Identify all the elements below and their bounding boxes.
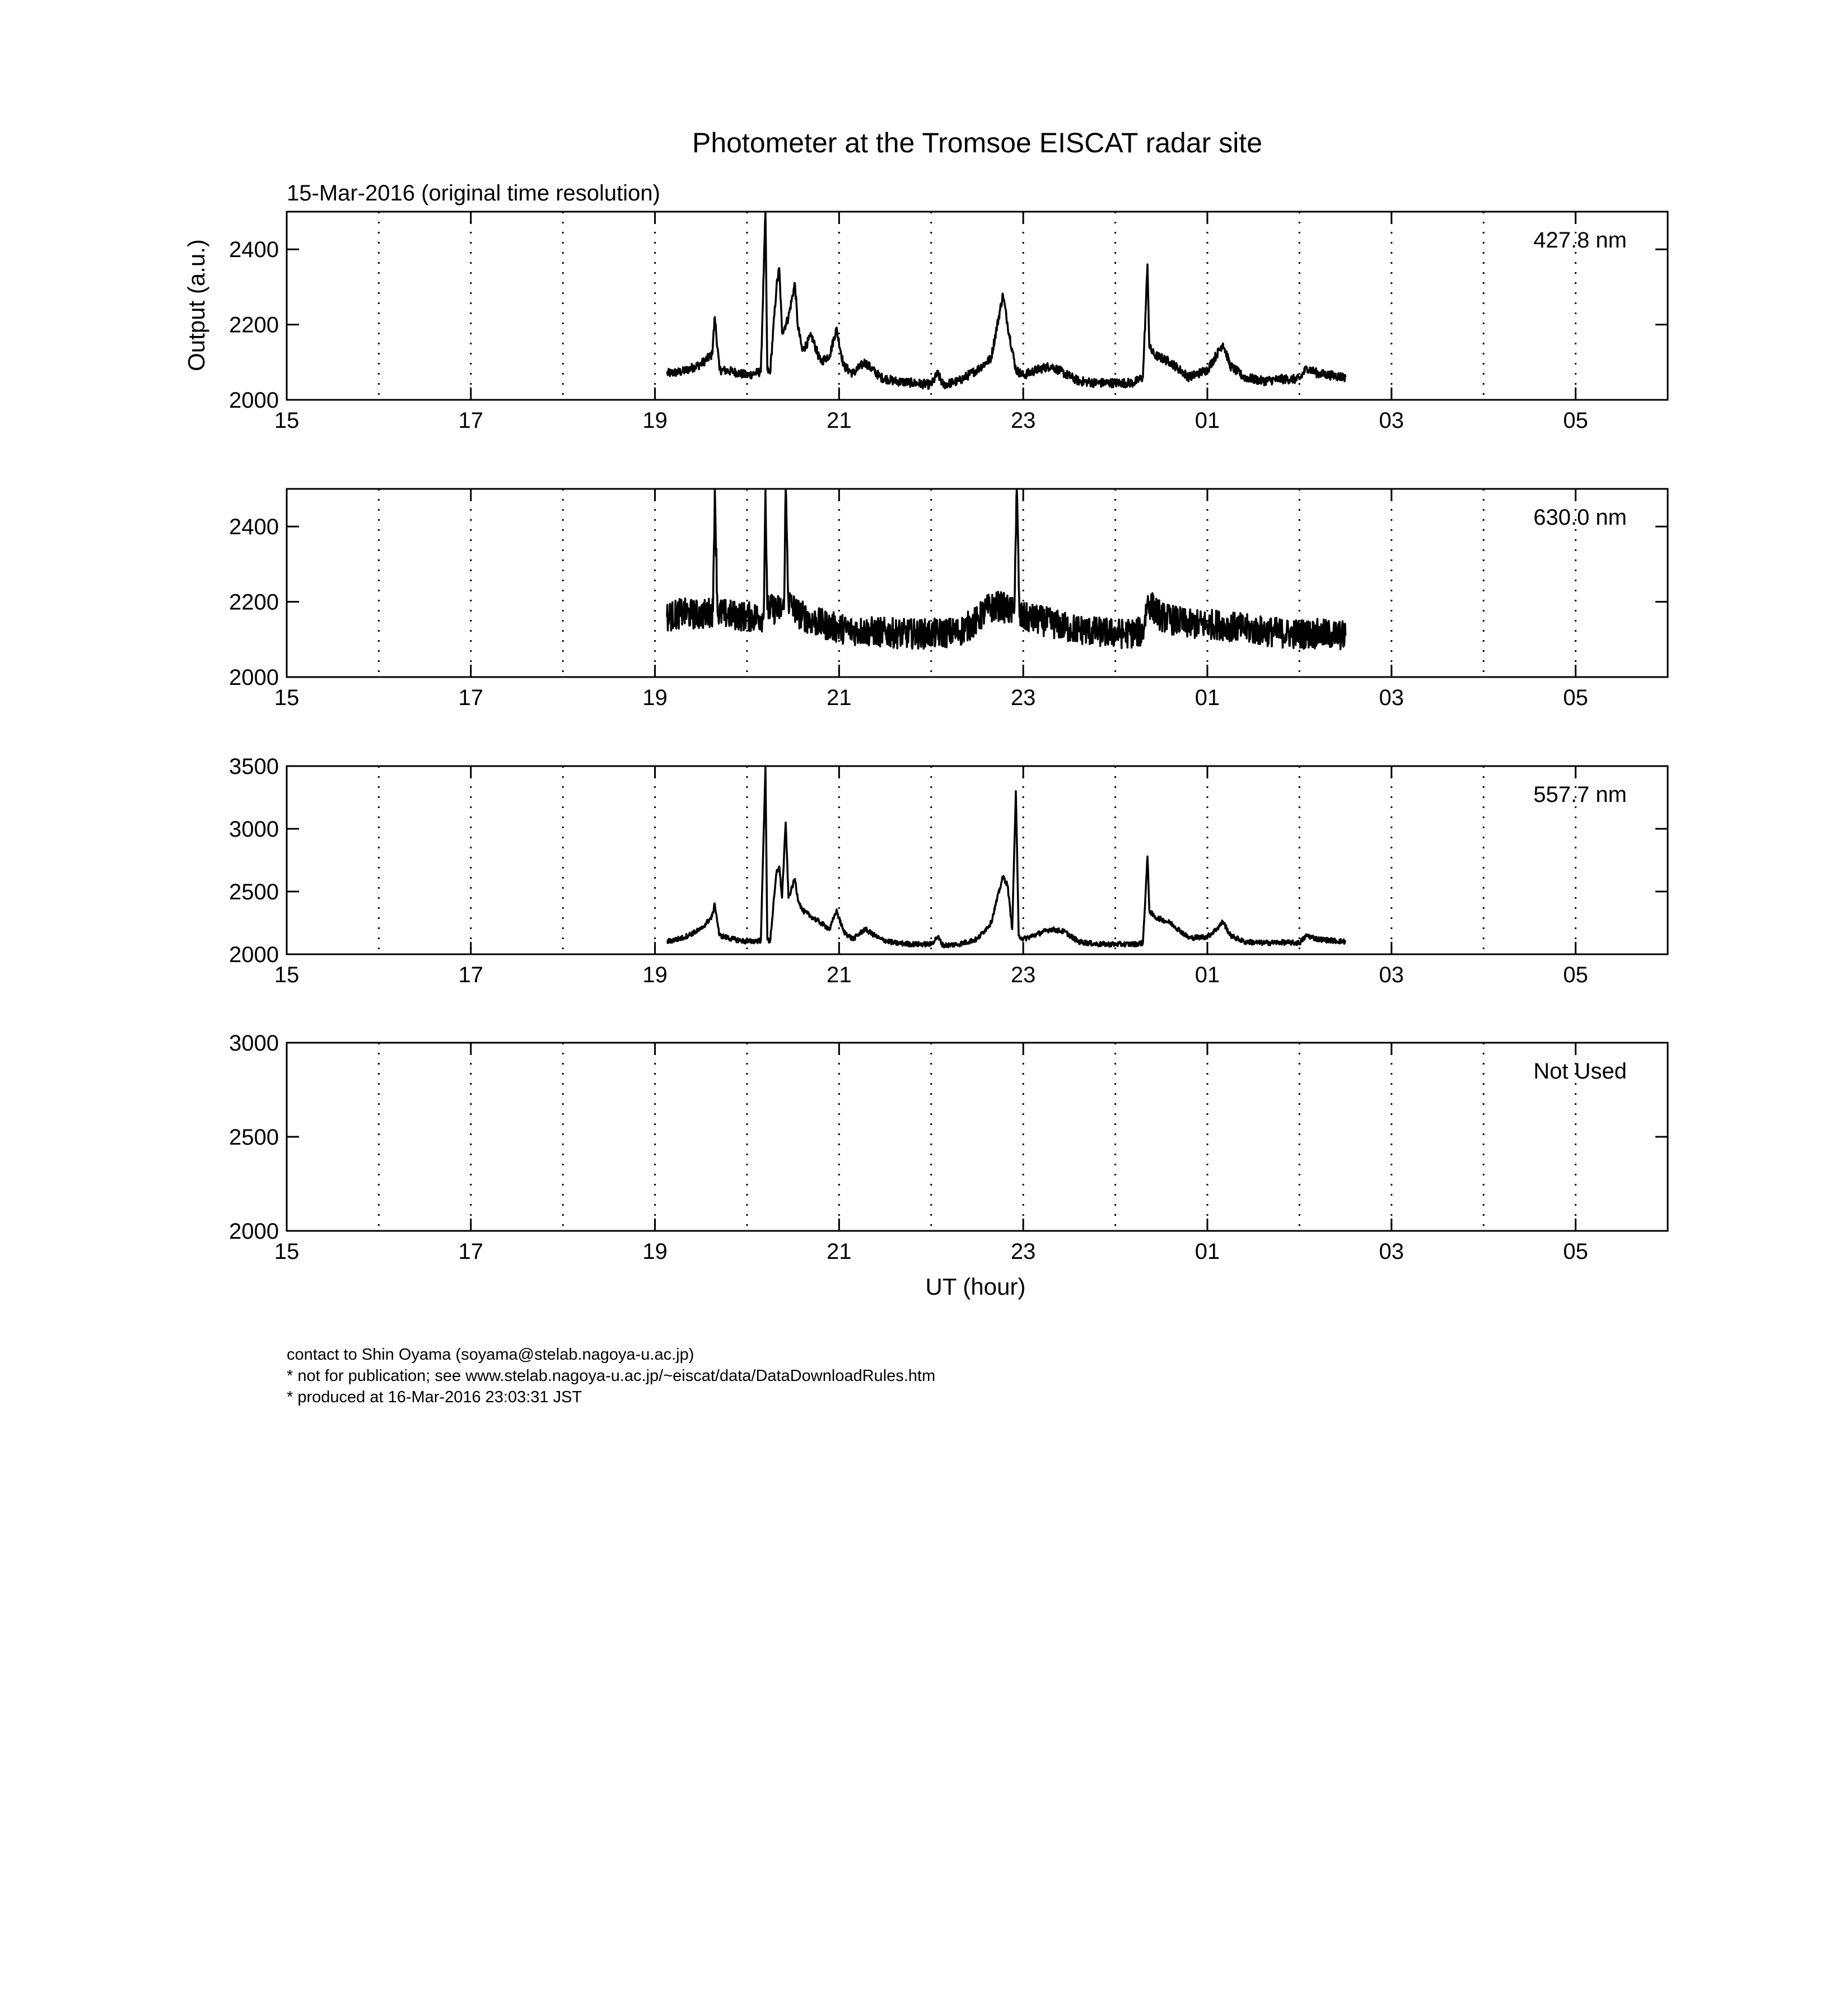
x-tick-label: 05	[1563, 408, 1588, 433]
x-tick-label: 21	[827, 408, 852, 433]
x-tick-label: 03	[1379, 408, 1404, 433]
y-tick-label: 2500	[229, 880, 279, 904]
x-tick-label: 03	[1379, 963, 1404, 987]
x-tick-label: 03	[1379, 1239, 1404, 1264]
axes-frame	[287, 766, 1668, 954]
y-tick-label: 2400	[229, 237, 279, 263]
panel-label: Not Used	[1533, 1059, 1627, 1084]
footer-produced-at: * produced at 16-Mar-2016 23:03:31 JST	[287, 1388, 582, 1406]
x-tick-label: 05	[1563, 685, 1588, 710]
x-tick-label: 17	[458, 1239, 484, 1264]
y-tick-label: 2500	[229, 1125, 279, 1150]
x-tick-label: 05	[1563, 963, 1588, 987]
figure-subtitle: 15-Mar-2016 (original time resolution)	[287, 181, 660, 206]
panel-label: 630.0 nm	[1533, 505, 1627, 530]
y-axis-label: Output (a.u.)	[183, 239, 209, 371]
x-tick-label: 01	[1194, 963, 1220, 987]
x-tick-label: 01	[1194, 685, 1220, 710]
x-tick-label: 19	[642, 685, 668, 710]
x-tick-label: 15	[274, 408, 300, 433]
panel-4	[229, 1031, 1668, 1264]
figure-title: Photometer at the Tromsoe EISCAT radar site	[692, 127, 1263, 158]
x-tick-label: 19	[642, 408, 668, 433]
x-tick-label: 19	[642, 963, 668, 987]
x-tick-label: 17	[458, 685, 484, 710]
y-tick-label: 2000	[229, 388, 279, 413]
x-tick-label: 05	[1563, 1239, 1588, 1264]
panel-label: 427.8 nm	[1533, 228, 1627, 253]
x-tick-label: 15	[274, 685, 300, 710]
x-tick-label: 21	[827, 963, 852, 987]
y-tick-label: 2000	[229, 1219, 279, 1244]
chart-panels	[229, 212, 1668, 1264]
x-tick-label: 21	[827, 685, 852, 710]
x-axis-label: UT (hour)	[925, 1273, 1026, 1300]
signal-trace	[667, 766, 1346, 948]
y-tick-label: 2200	[229, 590, 279, 615]
y-tick-label: 2000	[229, 942, 279, 967]
axes-frame	[287, 489, 1668, 677]
panel-label: 557.7 nm	[1533, 782, 1627, 807]
x-tick-label: 01	[1194, 408, 1220, 433]
panel-3	[229, 754, 1668, 987]
x-tick-label: 01	[1194, 1239, 1220, 1264]
footer-usage-note: * not for publication; see www.stelab.nagoya-u.ac.jp/~eiscat/data/DataDownloadRules.htm	[287, 1367, 936, 1385]
x-tick-label: 19	[642, 1239, 668, 1264]
footer-contact: contact to Shin Oyama (soyama@stelab.nagoya-u.ac.jp)	[287, 1346, 694, 1364]
signal-trace	[667, 212, 1346, 389]
panel-2	[229, 489, 1668, 710]
x-tick-label: 17	[458, 408, 484, 433]
x-tick-label: 21	[827, 1239, 852, 1264]
panel-1	[229, 212, 1668, 433]
y-tick-label: 3000	[229, 817, 279, 842]
y-tick-label: 2000	[229, 665, 279, 690]
x-tick-label: 23	[1010, 963, 1036, 987]
axes-frame	[287, 1043, 1668, 1231]
x-tick-label: 23	[1010, 685, 1036, 710]
y-tick-label: 2200	[229, 312, 279, 338]
y-tick-label: 2400	[229, 515, 279, 540]
signal-trace	[667, 489, 1346, 650]
x-tick-label: 15	[274, 1239, 300, 1264]
x-tick-label: 15	[274, 963, 300, 987]
x-tick-label: 03	[1379, 685, 1404, 710]
y-tick-label: 3500	[229, 754, 279, 779]
x-tick-label: 23	[1010, 1239, 1036, 1264]
x-tick-label: 23	[1010, 408, 1036, 433]
x-tick-label: 17	[458, 963, 484, 987]
y-tick-label: 3000	[229, 1031, 279, 1056]
footer-notes	[287, 1344, 935, 1408]
